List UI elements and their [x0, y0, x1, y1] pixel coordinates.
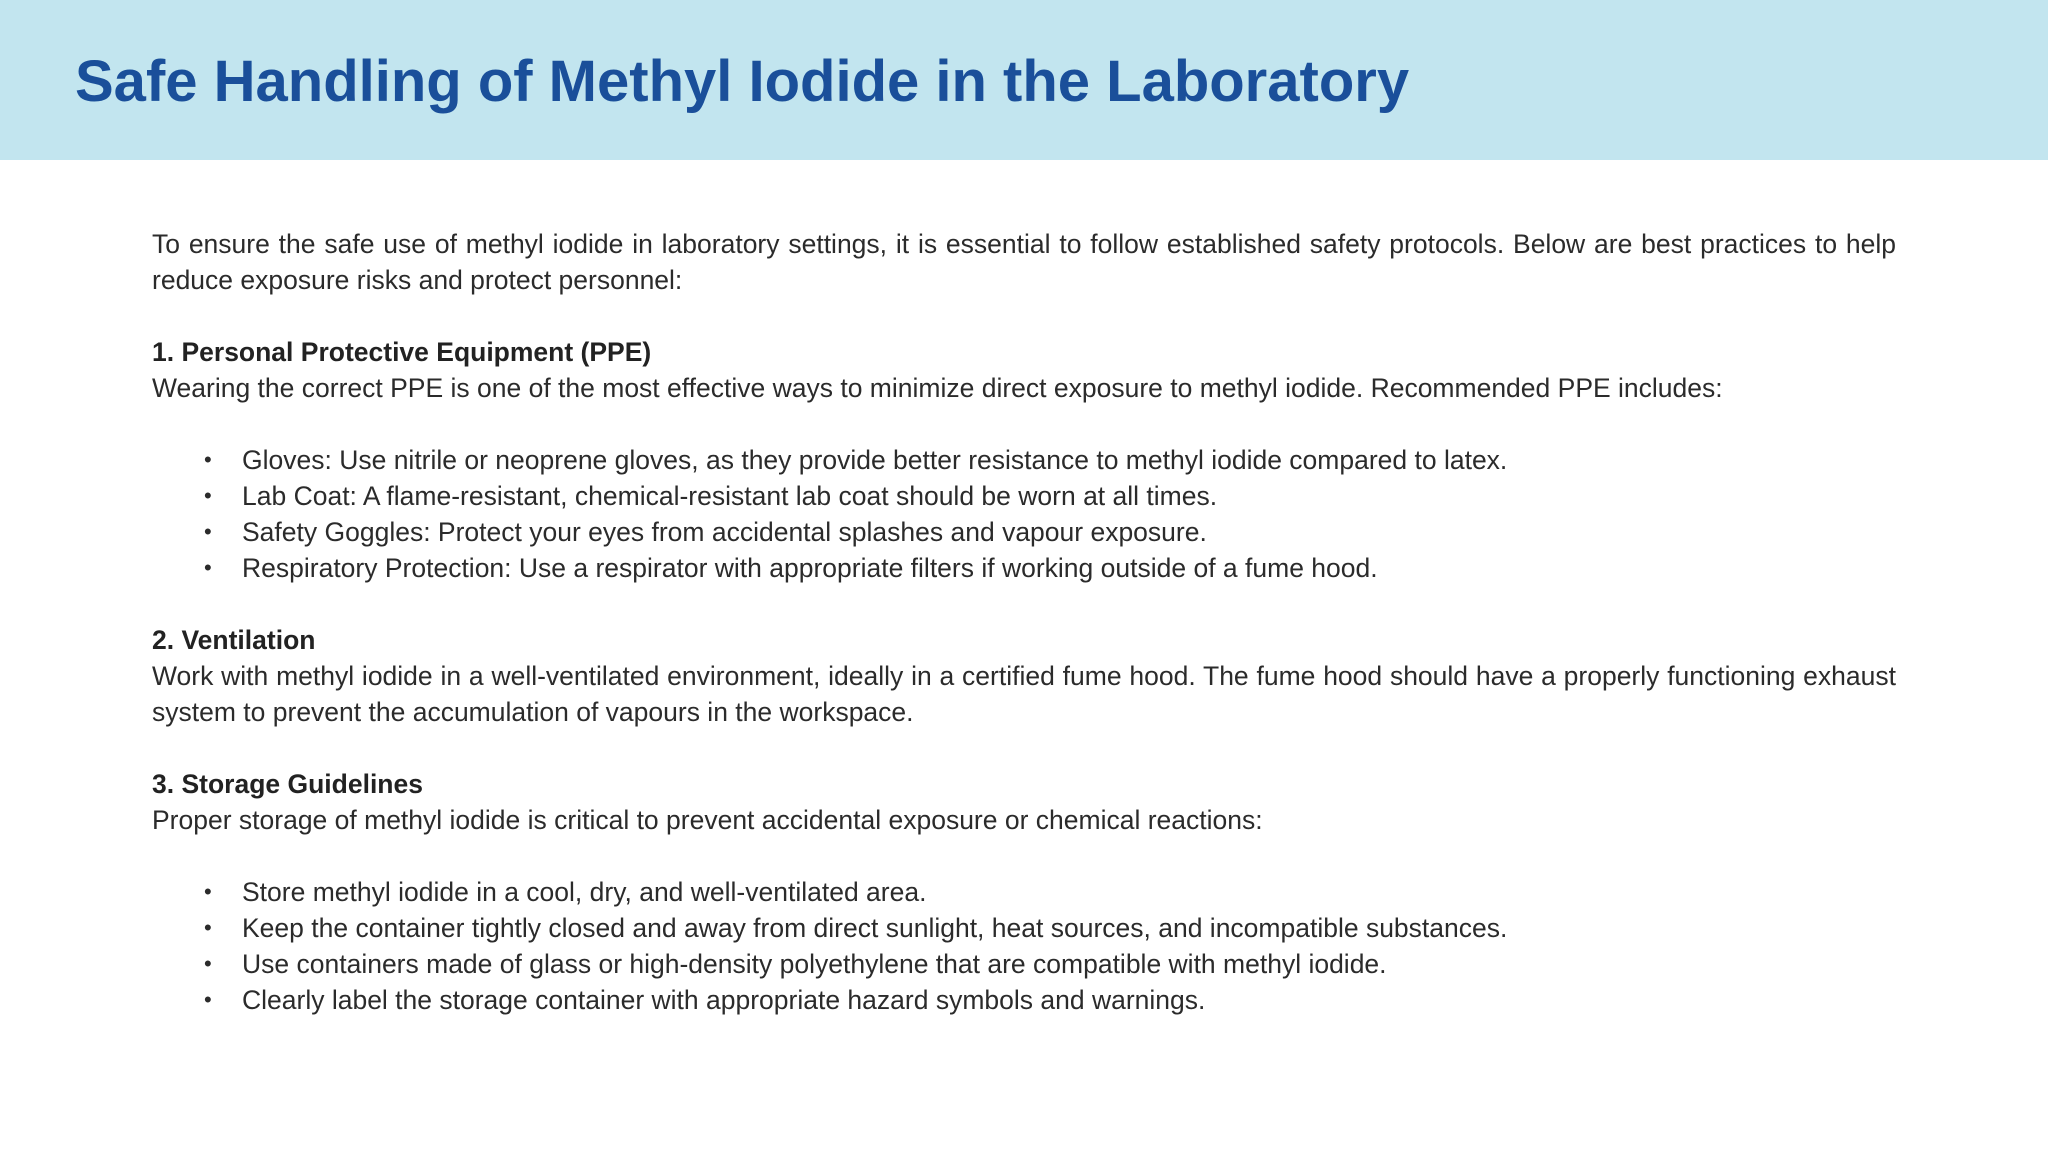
section-text-storage: Proper storage of methyl iodide is critical to prevent accidental exposure or chemical reactions: — [152, 805, 1263, 835]
spacer — [152, 298, 1896, 334]
list-item-text: Clearly label the storage container with appropriate hazard symbols and warnings. — [242, 985, 1206, 1015]
list-item-text: Safety Goggles: Protect your eyes from accidental splashes and vapour exposure. — [242, 517, 1207, 547]
list-item — [152, 874, 1896, 910]
bullet-icon: • — [204, 483, 212, 508]
list-item-text: Keep the container tightly closed and away from direct sunlight, heat sources, and incompatible substances. — [242, 913, 1508, 943]
storage-bullet-list — [152, 874, 1896, 1018]
list-item-text: Store methyl iodide in a cool, dry, and well-ventilated area. — [242, 877, 927, 907]
section-text-ppe: Wearing the correct PPE is one of the most effective ways to minimize direct exposure to methyl iodide. Recommended PPE includes: — [152, 373, 1723, 403]
list-item — [152, 478, 1896, 514]
ppe-bullet-list — [152, 442, 1896, 586]
slide-body — [152, 226, 1896, 1018]
spacer — [152, 406, 1896, 442]
list-item — [152, 946, 1896, 982]
spacer — [152, 730, 1896, 766]
list-item-text: Respiratory Protection: Use a respirator with appropriate filters if working outside of a fume hood. — [242, 553, 1378, 583]
bullet-icon: • — [204, 555, 212, 580]
bullet-icon: • — [204, 447, 212, 472]
list-item — [152, 982, 1896, 1018]
list-item-text: Use containers made of glass or high-density polyethylene that are compatible with methyl iodide. — [242, 949, 1387, 979]
spacer — [152, 838, 1896, 874]
list-item-text: Gloves: Use nitrile or neoprene gloves, as they provide better resistance to methyl iodide compared to latex. — [242, 445, 1508, 475]
section-heading-ventilation: 2. Ventilation — [152, 625, 316, 655]
bullet-icon: • — [204, 519, 212, 544]
bullet-icon: • — [204, 915, 212, 940]
title-band — [0, 0, 2048, 160]
list-item-text: Lab Coat: A flame-resistant, chemical-resistant lab coat should be worn at all times. — [242, 481, 1218, 511]
intro-paragraph: To ensure the safe use of methyl iodide in laboratory settings, it is essential to follow established safety protocols. Below are best practices to help reduce exposure risks and protect personnel: — [152, 229, 1896, 295]
list-item — [152, 442, 1896, 478]
slide-title: Safe Handling of Methyl Iodide in the Laboratory — [75, 49, 1410, 114]
bullet-icon: • — [204, 879, 212, 904]
spacer — [152, 586, 1896, 622]
list-item — [152, 910, 1896, 946]
section-text-ventilation: Work with methyl iodide in a well-ventilated environment, ideally in a certified fume hood. The fume hood should have a properly functioning exhaust system to prevent the accumulation of vapours in the workspace. — [152, 661, 1896, 727]
bullet-icon: • — [204, 987, 212, 1012]
bullet-icon: • — [204, 951, 212, 976]
list-item — [152, 514, 1896, 550]
section-heading-ppe: 1. Personal Protective Equipment (PPE) — [152, 337, 652, 367]
list-item — [152, 550, 1896, 586]
section-heading-storage: 3. Storage Guidelines — [152, 769, 423, 799]
